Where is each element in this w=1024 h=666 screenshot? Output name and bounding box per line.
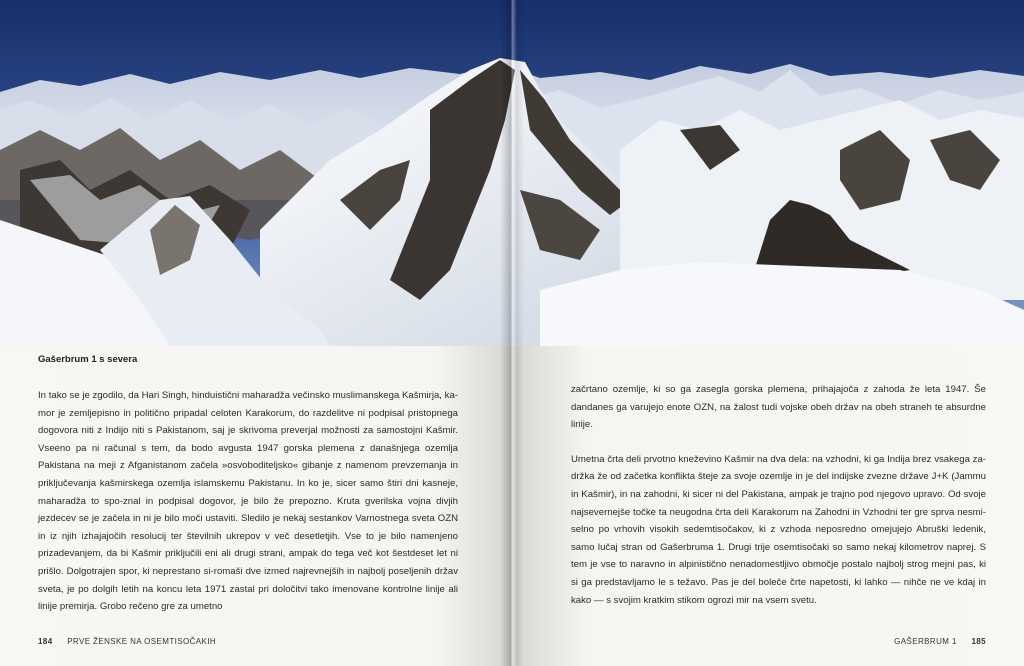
right-page-number: 185 — [971, 637, 986, 646]
right-running-head: GAŠERBRUM 1 — [894, 637, 957, 646]
right-paragraph-1: začrtano ozemlje, ki so ga zasegla gorska plemena, prihajajoča z zahoda že leta 1947. Še dandanes ga varujejo enote OZN, na žalost tudi vojske obeh držav na obeh straneh te absurdne linije. — [571, 384, 986, 431]
left-page-text — [38, 387, 458, 633]
right-paragraph-2: Umetna črta deli prvotno kneževino Kašmir na dva dela: na vzhodni, ki ga Indija brez vsakega za-držka že od začetka konflikta šteje za svoje ozemlje in je del indijske zvezne države J+K (Jammu in Kašmir), in na zahodni, ki sicer ni del Pakistana, ampak je trajno pod njegovo upravo. Od svoje najsevernejše točke ta neugodna črta deli Karakorum na Zahodni in Vzhodni ter gre sprva nesmi-selno po vrhovih visokih sedemtisočakov, ki z vzhoda neposredno omejujejo Abruški ledenik, samo lučaj stran od Gašerbruma 1. Drugi trije osemtisočaki so samo nekaj kilometrov naprej. S tem je vse to naravno in alpinistično nenadomestljivo območje postalo najbolj strog mejni pas, ki si ga predstavljamo le s težavo. Pas je del boleče črte napetosti, ki lahko — nihče ne ve kdaj in kako — s svojim kratkim stikom ogrozi mir na vsem svetu. — [571, 453, 986, 606]
right-folio — [894, 637, 986, 646]
left-running-head: PRVE ŽENSKE NA OSEMTISOČAKIH — [67, 637, 217, 646]
left-paragraph: In tako se je zgodilo, da Hari Singh, hinduistični maharadža večinsko muslimanskega Kašmirja, ka-mor je zemljepisno in politično pripadal celoten Karakorum, do razdelitve ni podpisal pristopnega dogovora niti z Indijo niti s Pakistanom, saj je skrivoma preverjal možnosti za samostojni Kašmir. Vseeno pa ni računal s tem, da bodo avgusta 1947 gorska plemena z današnjega ozemlja Pakistana na meji z Afganistanom začela »osvoboditeljsko« gibanje z namenom prevzemanja in priključevanja kašmirskega ozemlja islamskemu Pakistanu. In ko je, sicer samo štiri dni kasneje, maharadža to spo-znal in podpisal dogovor, je bilo že prepozno. Kruta gverilska vojna divjih jezdecev se je začela in ni je bilo moči ustaviti. Sledilo je nekaj sestankov Varnostnega sveta OZN in iz njih izhajajočih resolucij ter številnih ukrepov v več desetletjih. Vse to je bilo namenjeno prizadevanjem, da bi Kašmir priključili eni ali drugi strani, ampak do tega več kot šestdeset let ni prišlo. Dolgotrajen spor, ki neprestano si-romaši dve izmed najrevnejših in najbolj poseljenih držav sveta, je po dolgih letih na koncu leta 1971 zastal pri določitvi tako imenovane kontrolne linije ali linije premirja. Grobo rečeno gre za umetno — [38, 390, 458, 613]
left-folio — [38, 637, 216, 646]
left-page-number: 184 — [38, 637, 53, 646]
photo-caption: Gašerbrum 1 s severa — [38, 354, 138, 365]
right-page-text — [571, 381, 986, 626]
